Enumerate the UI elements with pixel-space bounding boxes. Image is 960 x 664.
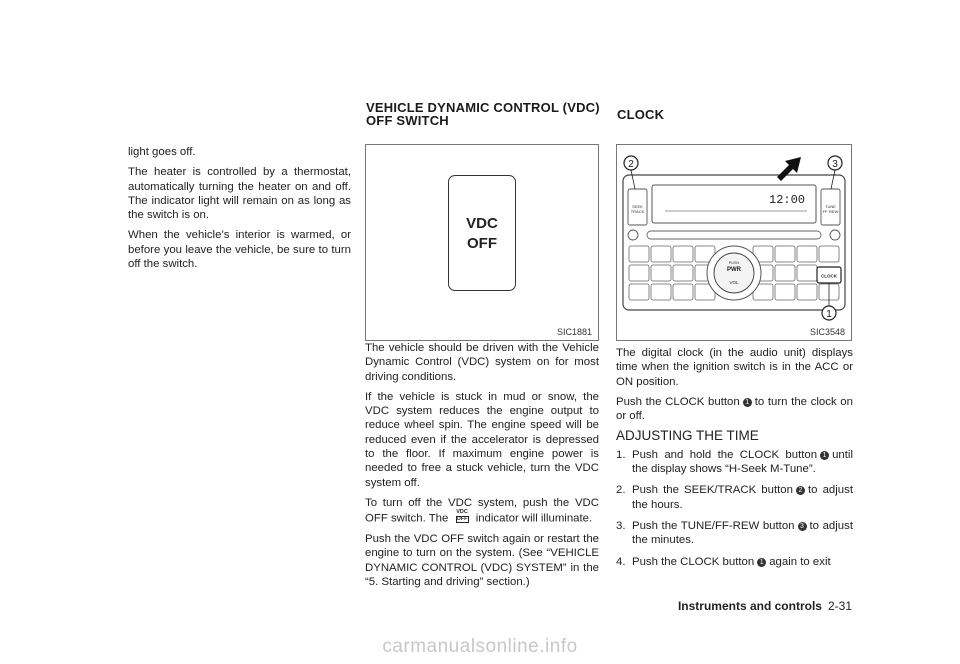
vdc-title-line2: OFF SWITCH — [366, 113, 449, 128]
vdc-switch-label — [449, 214, 515, 254]
callout-2: 2 — [628, 159, 634, 170]
audio-unit-illustration — [617, 145, 851, 340]
step-text: again to exit — [769, 555, 831, 568]
indicator-bottom-text: OFF — [456, 515, 468, 522]
page-footer — [678, 599, 852, 613]
step-number: 1. — [616, 448, 626, 461]
vdc-section-title — [366, 101, 616, 127]
footer-section-name: Instruments and controls — [677, 599, 822, 613]
list-item — [616, 448, 853, 477]
seek-track-label-2: TRACK — [630, 209, 645, 214]
callout-number-icon: 1 — [757, 558, 766, 567]
adjusting-steps-list — [616, 448, 853, 569]
callout-number-icon: 3 — [798, 522, 807, 531]
step-text: until the display shows “H-Seek M-Tune”. — [632, 448, 853, 476]
paragraph: light goes off. — [128, 146, 196, 158]
step-text: Push the TUNE/FF-REW button — [632, 519, 795, 532]
paragraph: The digital clock (in the audio unit) displays time when the ignition switch is in the ACC or ON position. — [616, 347, 853, 388]
list-item — [616, 519, 853, 548]
vdc-title-line1: VEHICLE DYNAMIC CONTROL (VDC) — [366, 100, 600, 115]
knob-mid-label: PWR — [727, 267, 741, 273]
paragraph: Push the VDC OFF switch again or restart the engine to turn on the system. (See “VEHICLE DYNAMIC CONTROL (VDC) SYSTEM” in the “5. Starting and driving” section.) — [365, 533, 599, 588]
list-item — [616, 555, 853, 569]
step-number: 2. — [616, 484, 626, 497]
watermark-text: carmanualsonline.info — [382, 636, 578, 657]
step-text: Push the SEEK/TRACK button — [632, 484, 793, 497]
clock-display-time: 12:00 — [769, 193, 806, 207]
callout-1: 1 — [826, 309, 832, 320]
vdc-body-text — [365, 341, 599, 595]
callout-number-icon: 1 — [743, 398, 752, 407]
paragraph-text: To turn off the VDC system, push the VDC OFF switch. The — [365, 496, 599, 525]
vdc-switch-line2: OFF — [467, 235, 497, 252]
callout-3: 3 — [832, 159, 838, 170]
paragraph: If the vehicle is stuck in mud or snow, the VDC system reduces the engine output to reduce wheel spin. The engine speed will be reduced even if the accelerator is depressed to the floor. If maximum engine power is needed to free a stuck vehicle, turn the VDC system off. — [365, 390, 599, 489]
paragraph: The vehicle should be driven with the Vehicle Dynamic Control (VDC) system on for most driving conditions. — [365, 342, 599, 383]
knob-bottom-label: VOL — [729, 280, 739, 285]
callout-number-icon: 2 — [796, 486, 805, 495]
knob-top-label: PUSH — [728, 261, 740, 265]
paragraph: The heater is controlled by a thermostat, automatically turning the heater on and off. The indicator light will remain on as long as the switch is on. — [128, 166, 351, 222]
audio-unit-figure — [616, 144, 852, 341]
tune-label-1: TUNE — [825, 204, 836, 209]
step-number: 4. — [616, 555, 626, 568]
paragraph-text: indicator will illuminate. — [475, 512, 593, 525]
step-text: to adjust the hours. — [632, 484, 853, 511]
step-text: Push and hold the CLOCK button — [632, 448, 818, 461]
figure-code: SIC3548 — [809, 327, 845, 337]
step-text: to adjust the minutes. — [632, 519, 853, 547]
paragraph: When the vehicle’s interior is warmed, or before you leave the vehicle, be sure to turn off the switch. — [128, 229, 351, 271]
vdc-off-indicator-icon — [456, 510, 469, 523]
clock-body-text — [616, 346, 853, 576]
step-text: Push the CLOCK button — [632, 555, 755, 568]
callout-number-icon: 1 — [820, 451, 829, 460]
indicator-top-text: VDC — [456, 509, 468, 516]
vdc-off-switch-illustration — [448, 175, 516, 291]
vdc-switch-figure — [365, 144, 599, 341]
vdc-switch-line1: VDC — [466, 215, 498, 232]
left-column-text — [128, 145, 351, 277]
adjusting-time-heading: ADJUSTING THE TIME — [616, 428, 759, 444]
figure-code: SIC1881 — [556, 327, 592, 337]
tune-label-2: FF·REW — [822, 209, 839, 214]
paragraph-text: Push the CLOCK button — [616, 395, 740, 408]
clock-section-title: CLOCK — [617, 107, 665, 122]
page-number: 2-31 — [827, 599, 852, 613]
seek-track-label-1: SEEK — [632, 204, 643, 209]
step-number: 3. — [616, 519, 626, 532]
list-item — [616, 483, 853, 512]
clock-button-label: CLOCK — [821, 273, 837, 279]
paragraph-text: to turn the clock on or off. — [616, 395, 853, 423]
paragraph — [365, 496, 599, 526]
paragraph — [616, 395, 853, 424]
